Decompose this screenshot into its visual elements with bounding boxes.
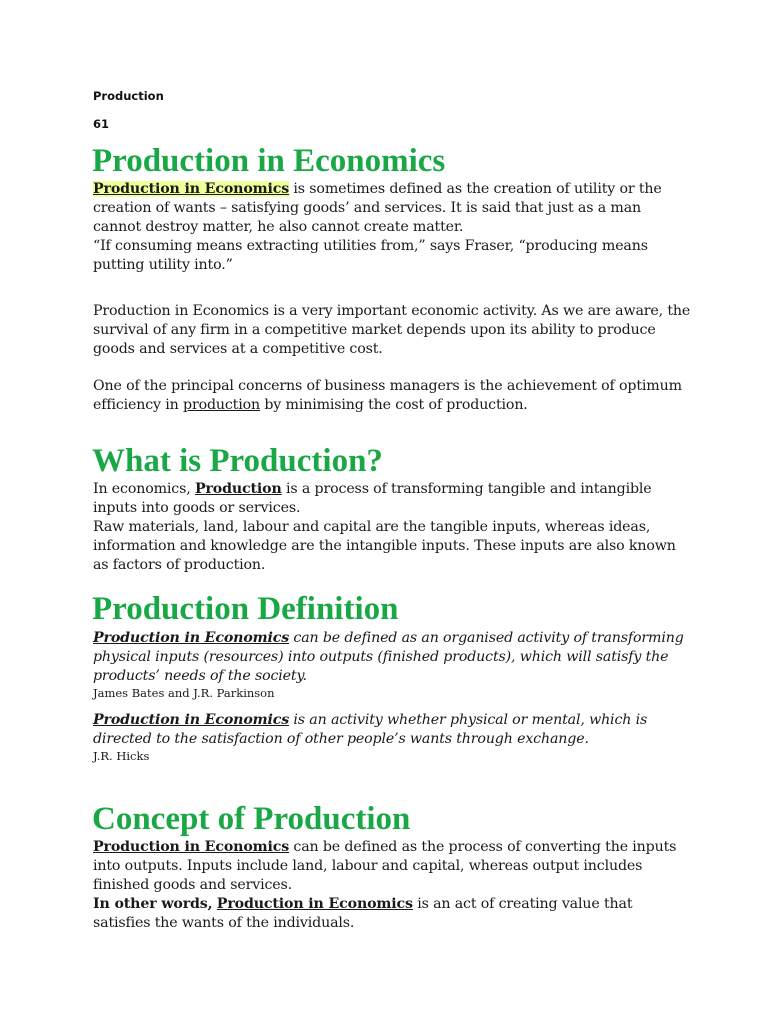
production-link[interactable]: production (183, 397, 261, 413)
what-is-paragraph: In economics, Production is a process of transforming tangible and intangible inputs into goods or services. Raw materials, land, labour and capital are the tangible inputs, whereas ideas, information and knowledge are the intangible inputs. These inputs are also known as factors of production. (93, 481, 676, 573)
inputs-text: Raw materials, land, labour and capital are the tangible inputs, whereas ideas, information and knowledge are the intangible inputs. These inputs are also known as factors of production. (93, 519, 676, 573)
definition-hicks: Production in Economics is an activity whether physical or mental, which is directed to the satisfaction of other people’s wants through exchange. (93, 712, 648, 747)
source-hicks: J.R. Hicks (93, 749, 150, 763)
heading-production-definition: Production Definition (92, 591, 399, 627)
definition-bates-parkinson: Production in Economics can be defined as an organised activity of transforming physical inputs (resources) into outputs (finished products), which will satisfy the products’ needs of the society. (93, 630, 684, 684)
heading-what-is-production: What is Production? (92, 443, 383, 479)
intro-paragraph (93, 180, 693, 275)
heading-production-in-economics: Production in Economics (92, 143, 446, 179)
running-title: Production (93, 89, 164, 103)
efficiency-paragraph: One of the principal concerns of business managers is the achievement of optimum efficiency in production by minimising the cost of production. (93, 378, 682, 413)
importance-paragraph: Production in Economics is a very important economic activity. As we are aware, the survival of any firm in a competitive market depends upon its ability to produce goods and services at a competitive cost. (93, 303, 691, 357)
in-other-words: In other words, (93, 896, 213, 912)
heading-concept-of-production: Concept of Production (92, 801, 411, 837)
production-term-link[interactable]: Production (194, 481, 282, 497)
fraser-quote: “If consuming means extracting utilities from,” says Fraser, “producing means putting utility into.” (93, 238, 648, 273)
concept-term-link[interactable]: Production in Economics (93, 839, 290, 855)
intro-text: is sometimes defined as the creation of utility or the creation of wants – satisfying goods’ and services. It is said that just as a man cannot destroy matter, he also cannot create matter. (93, 181, 662, 235)
concept-term-link-2[interactable]: Production in Economics (216, 896, 413, 912)
definition-term-link[interactable]: Production in Economics (93, 630, 290, 646)
source-bates-parkinson: James Bates and J.R. Parkinson (93, 686, 275, 700)
concept-paragraph: Production in Economics can be defined as the process of converting the inputs into outputs. Inputs include land, labour and capital, whereas output includes finished goods and services. In other words, Production in Economics is an act of creating value that satisfies the wants of the individuals. (93, 839, 677, 931)
highlighted-term[interactable]: Production in Economics (93, 181, 290, 197)
definition-term-link[interactable]: Production in Economics (93, 712, 290, 728)
page-number: 61 (93, 117, 110, 131)
